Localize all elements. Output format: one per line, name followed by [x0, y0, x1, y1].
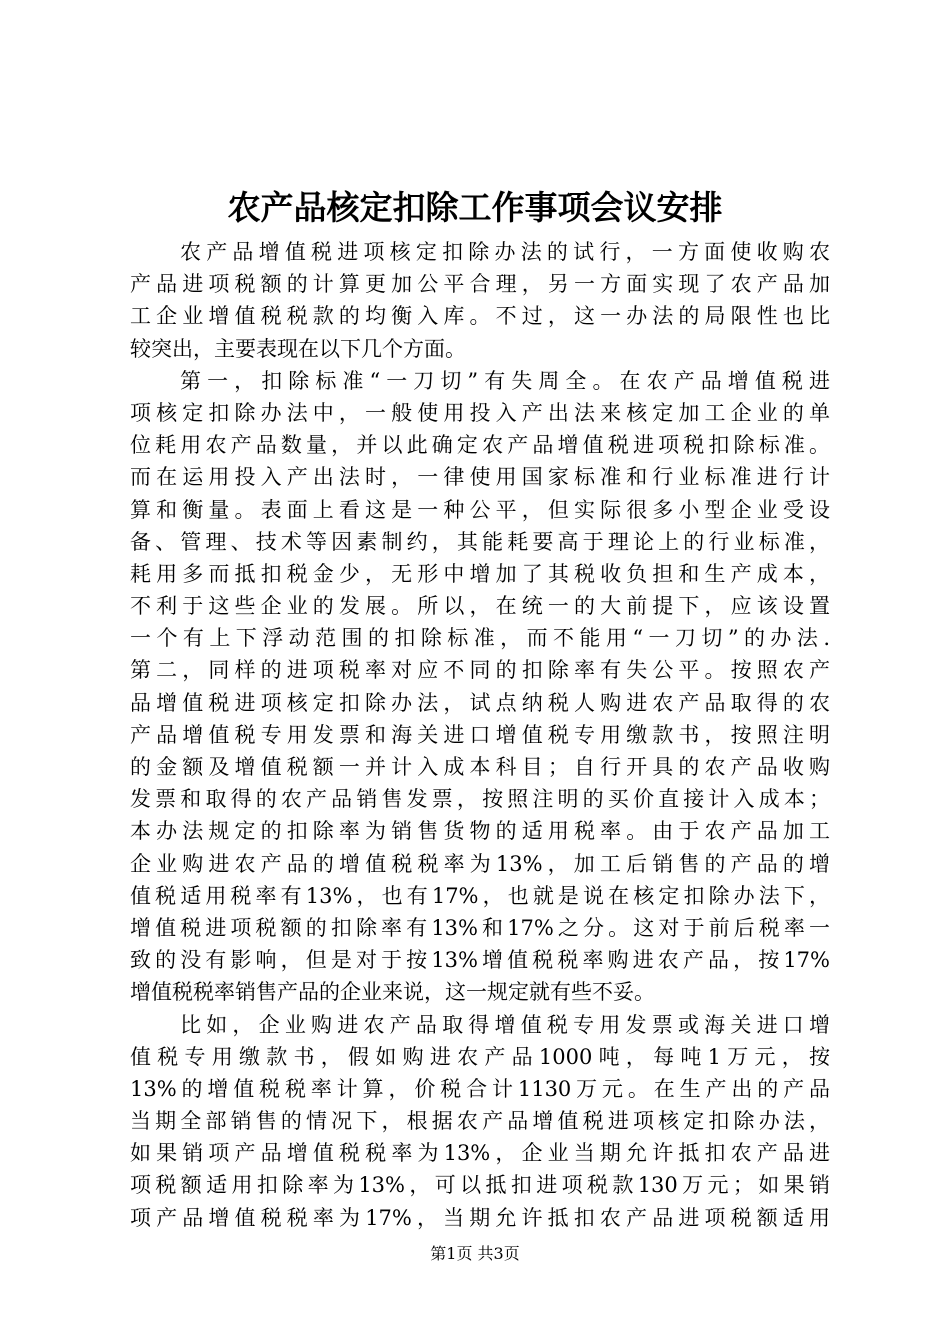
text-line: 较突出，主要表现在以下几个方面。 — [130, 336, 466, 361]
text-line: 13%的增值税税率计算，价税合计1130万元。在生产出的产品 — [130, 1076, 830, 1101]
text-line: 如果销项产品增值税税率为13%，企业当期允许抵扣农产品进 — [130, 1141, 830, 1166]
text-line: 项税额适用扣除率为13%，可以抵扣进项税款130万元；如果销 — [130, 1173, 830, 1198]
text-line: 位耗用农产品数量，并以此确定农产品增值税进项税扣除标准。 — [130, 433, 830, 458]
text-line: 工企业增值税税款的均衡入库。不过，这一办法的局限性也比 — [130, 304, 830, 329]
text-line: 一个有上下浮动范围的扣除标准，而不能用“一刀切”的办法. — [130, 626, 830, 651]
text-line: 产品增值税专用发票和海关进口增值税专用缴款书，按照注明 — [130, 722, 830, 747]
text-line: 发票和取得的农产品销售发票，按照注明的买价直接计入成本； — [130, 787, 830, 812]
text-line: 比如，企业购进农产品取得增值税专用发票或海关进口增 — [180, 1012, 830, 1037]
text-line: 的金额及增值税额一并计入成本科目；自行开具的农产品收购 — [130, 755, 830, 779]
text-line: 项核定扣除办法中，一般使用投入产出法来核定加工企业的单 — [130, 400, 830, 425]
text-line: 增值税税率销售产品的企业来说，这一规定就有些不妥。 — [130, 980, 655, 1005]
text-line: 本办法规定的扣除率为销售货物的适用税率。由于农产品加工 — [130, 819, 830, 844]
text-line: 致的没有影响，但是对于按13%增值税税率购进农产品，按17% — [130, 948, 830, 973]
text-line: 品增值税进项核定扣除办法，试点纳税人购进农产品取得的农 — [130, 690, 830, 715]
text-line: 当期全部销售的情况下，根据农产品增值税进项核定扣除办法， — [130, 1109, 830, 1134]
text-line: 增值税进项税额的扣除率有13%和17%之分。这对于前后税率一 — [130, 915, 830, 940]
text-line: 算和衡量。表面上看这是一种公平，但实际很多小型企业受设 — [130, 497, 830, 522]
document-body — [130, 236, 830, 1234]
document-title: 农产品核定扣除工作事项会议安排 — [227, 188, 723, 227]
text-line: 第一，扣除标准“一刀切”有失周全。在农产品增值税进 — [180, 368, 830, 393]
text-line: 耗用多而抵扣税金少，无形中增加了其税收负担和生产成本， — [130, 561, 830, 586]
text-line: 值税适用税率有13%，也有17%，也就是说在核定扣除办法下， — [130, 883, 830, 908]
text-line: 企业购进农产品的增值税税率为13%，加工后销售的产品的增 — [130, 851, 830, 876]
text-line: 项产品增值税税率为17%，当期允许抵扣农产品进项税额适用 — [130, 1205, 830, 1230]
text-line: 农产品增值税进项核定扣除办法的试行，一方面使收购农 — [180, 240, 830, 264]
text-line: 第二，同样的进项税率对应不同的扣除率有失公平。按照农产 — [130, 658, 830, 683]
text-line: 不利于这些企业的发展。所以，在统一的大前提下，应该设置 — [130, 594, 830, 619]
text-line: 而在运用投入产出法时，一律使用国家标准和行业标准进行计 — [130, 465, 830, 490]
page-footer: 第1页 共3页 — [430, 1244, 520, 1263]
text-line: 产品进项税额的计算更加公平合理，另一方面实现了农产品加 — [130, 272, 830, 297]
text-line: 备、管理、技术等因素制约，其能耗要高于理论上的行业标准， — [130, 529, 830, 554]
text-line: 值税专用缴款书，假如购进农产品1000吨，每吨1万元，按 — [130, 1044, 830, 1069]
